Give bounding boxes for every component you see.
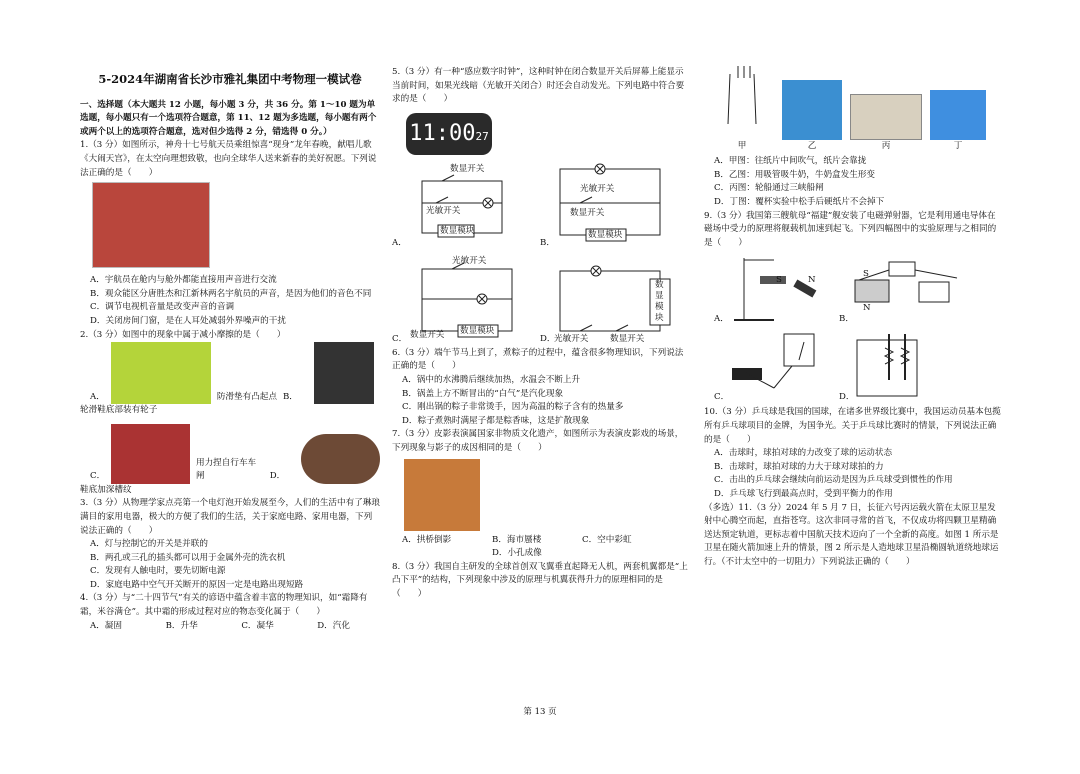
q7-option-c: C．空中彩虹 [582,534,632,545]
q9-rail-circuit-diagram [839,250,964,328]
q6-option-c: C．刚出锅的粽子非常烫手，因为高温的粽子含有的热量多 [402,402,624,413]
q5-b-light-switch-label: 光敏开关 [580,183,615,194]
q9-option-d: D． [839,391,855,402]
q4-option-c: C．凝华 [241,620,274,631]
q5-option-a: A． [392,238,407,249]
q4-option-d: D．汽化 [317,620,350,631]
q5-b-module-label: 数显模块 [588,229,623,240]
q5-d-module-char2: 显 [655,290,664,301]
q9-fig-b [839,250,964,328]
q5-d-module-char1: 数 [655,279,664,290]
q8-figures [710,64,1004,153]
q4-option-b: B．升华 [165,620,198,631]
q4-stem: 4.（3 分）与“二十四节气”有关的谚语中蕴含着丰富的物理知识，如“霜降有霜，米谷满仓”。其中霜的形成过程对应的物态变化属于（ ） [80,593,368,618]
q6-option-d: D．粽子煮熟时满屋子都是粽香味，这是扩散现象 [402,415,590,426]
q9-stem: 9.（3 分）我国第三艘航母“福建”舰安装了电磁弹射器，它是利用通电导体在磁场中受力的原理将舰载机加速到起飞。下列四幅图中的实验原理与之相同的是（ ） [704,210,997,248]
q2-bike-brake-image [111,424,190,484]
q9-option-b: B． [839,313,854,324]
q8-stem: 8.（3 分）我国自主研发的全球首创双飞翼垂直起降无人机，两套机翼都是“上凸下平”的结构，下列现象中涉及的原理与机翼获得升力的原理相同的是（ ） [392,561,688,599]
q5-circuit-a [392,159,540,251]
q8-ship-lock-image [850,94,922,140]
q10-option-d: D．乒乓球飞行到最高点时，受到平衡力的作用 [714,488,893,499]
q2-antislip-mat-image [111,342,211,404]
q9-galvanometer-diagram [714,328,839,406]
q2-option-d-text: 鞋底加深槽纹 [80,484,132,495]
q5-d-display-switch-label: 数显开关 [610,333,645,344]
q8-fig-label-yi: 乙 [807,140,817,151]
q9-a-n-pole: N [808,275,816,286]
q6-option-a: A．锅中的水沸腾后继续加热，水温会不断上升 [402,374,581,385]
q5-circuit-b [540,159,688,251]
q7-stem: 7.（3 分）皮影表演属国家非物质文化遗产，如图所示为表演皮影戏的场景，下列现象与影子的成因相同的是（ ） [392,429,684,453]
q5-clock-seconds: 27 [475,129,489,143]
page-footer: 第 13 页 [523,707,557,717]
q5-d-module-char4: 块 [655,312,664,323]
q7-option-d: D．小孔成像 [492,548,542,559]
q1-option-a: A．宇航员在舱内与舱外都能直接用声音进行交流 [90,275,277,286]
q8-milk-carton-image [782,80,842,140]
q9-electromagnet-diagram [839,328,964,406]
q5-circuit-options [392,159,690,347]
q10-stem: 10.（3 分）乒乓球是我国的国球，在诸多世界级比赛中，我国运动员基本包揽所有乒乓球项目的金牌，为国争光。关于乒乓球比赛时的情景，下列说法正确的是（ ） [704,407,1001,445]
q1-stem: 1.（3 分）如图所示，神舟十七号航天员乘组惊喜“现身”龙年春晚，献唱儿歌《大闹天宫》，在太空向理想致敬，也向全球华人送来新春的美好祝愿。下列说法正确的是（ ） [80,140,377,178]
q3-option-a: A．灯与控制它的开关是并联的 [90,539,208,550]
q10-option-a: A．击球时，球拍对球的力改变了球的运动状态 [714,448,893,459]
q5-option-c: C． [392,334,408,345]
q2-option-c-label: C． [90,471,106,482]
q7-option-b: B．海市蜃楼 [492,534,542,545]
q5-a-display-switch-label: 数显开关 [450,163,485,174]
q9-figures [704,250,964,406]
q7-shadow-puppet-image [404,459,480,531]
q5-c-light-switch-label: 光敏开关 [452,255,487,266]
q9-b-n-pole: N [863,303,871,314]
q5-d-light-switch-label: 光敏开关 [554,333,589,344]
column-middle [392,66,690,602]
q3-stem: 3.（3 分）从物理学家点亮第一个电灯泡开始发展至今，人们的生活中有了琳琅满目的家用电器，极大的方便了我们的生活，关于家庭电路、家用电器，下列说法正确的（ ） [80,498,380,536]
q5-digital-clock [406,113,492,155]
q7-option-a: A．拱桥倒影 [402,534,452,545]
q5-c-display-switch-label: 数显开关 [410,329,445,340]
q2-option-a-label: A． [90,391,105,402]
q8-fig-label-bing: 丙 [881,140,891,151]
q9-b-s-pole: S [863,269,869,280]
q8-fig-label-ding: 丁 [953,140,963,151]
q5-d-module-char3: 模 [655,301,664,312]
q5-stem: 5.（3 分）有一种“感应数字时钟”，这种时钟在闭合数显开关后屏幕上能显示当前时间，如果光线暗（光敏开关闭合）时还会自动发光。下列电路中符合要求的是（ ） [392,67,685,105]
q2-option-d-label: D． [269,471,286,482]
q2-option-b-text: 轮滑鞋底部装有轮子 [80,405,158,416]
q2-roller-skate-image [314,342,374,404]
q5-a-light-switch-label: 光敏开关 [426,205,461,216]
q5-option-b: B． [540,238,555,249]
q4-option-a: A．凝固 [90,620,122,631]
q2-option-b-label: B． [282,391,298,402]
q1-option-b: B．观众能区分唐胜杰和江新林两名宇航员的声音，是因为他们的音色不同 [90,288,372,299]
q5-option-d: D． [540,334,556,345]
q5-c-module-label: 数显模块 [460,325,495,336]
column-right [704,70,1004,569]
q6-stem: 6.（3 分）端午节马上到了，煮粽子的过程中，蕴含很多物理知识，下列说法正确的是（ ） [392,347,684,372]
q8-option-b: B．乙图：用吸管吸牛奶，牛奶盒发生形变 [714,169,876,180]
q9-fig-a [714,250,839,328]
q9-option-c: C． [714,391,730,402]
page-title: 5-2024年湖南省长沙市雅礼集团中考物理一模试卷 [98,72,362,86]
q4-options [80,620,380,634]
q9-a-s-pole: S [776,275,782,286]
q10-option-c: C．击出的乒乓球会继续向前运动是因为乒乓球受到惯性的作用 [714,475,953,486]
q10-option-b: B．击球时，球拍对球的力大于球对球拍的力 [714,461,884,472]
q2-option-a-text: 防滑垫有凸起点 [216,391,277,402]
q1-option-c: C．调节电视机音量是改变声音的音调 [90,302,235,313]
q8-option-c: C．丙图：轮船通过三峡船闸 [714,183,824,194]
q8-paper-blowing-diagram [710,64,774,134]
q3-option-d: D．家庭电路中空气开关断开的原因一定是电路出现短路 [90,579,304,590]
q8-option-d: D．丁图：覆杯实验中松手后硬纸片不会掉下 [714,196,885,207]
section-heading: 一、选择题（本大题共 12 小题，每小题 3 分，共 36 分。第 1～10 题为单选题，每小题只有一个选项符合题意，第 11、12 题为多选题，每小题有两个或两个以上的选项符合题意，选对但少选得 2 分，错选得 0 分。） [80,99,377,137]
q9-fig-d [839,328,964,406]
q9-option-a: A． [714,313,729,324]
q2-stem: 2.（3 分）如图中的现象中属于减小摩擦的是（ ） [80,329,286,340]
q3-option-c: C．发现有人触电时，要先切断电源 [90,566,226,577]
q2-option-c-text: 用力捏自行车车闸 [195,457,257,482]
q9-magnet-stand-diagram [714,250,839,328]
q5-clock-time: 11:00 [409,120,476,146]
q2-shoe-sole-image [301,434,380,484]
q1-astronaut-photo [92,182,210,268]
q11-stem: （多选）11.（3 分）2024 年 5 月 7 日，长征六号丙运载火箭在太原卫星发射中心腾空而起，直指苍穹。这次非同寻常的首飞，不仅成功将四颗卫星精确送达预定轨道，更标志着中国航天技术迈向了一个全新的高度。如图 1 所示是卫星在随火箭加速上升的情景，图 2 所示是人造地球卫星沿椭圆轨道绕地球运行。（不计太空中的一切阻力）下列说法正确的（ ） [704,502,999,567]
q6-option-b: B．锅盖上方不断冒出的“白气”是汽化现象 [402,388,564,399]
q3-option-b: B．两孔或三孔的插头都可以用于金属外壳的洗衣机 [90,552,286,563]
q8-fig-label-jia: 甲 [737,140,747,151]
q8-cup-card-image [930,90,986,140]
q1-option-d: D．关闭房间门窗，是在人耳处减弱外界噪声的干扰 [90,315,286,326]
q5-circuit-c [392,255,540,347]
q5-a-module-label: 数显模块 [440,225,475,236]
q9-fig-c [714,328,839,406]
q5-b-display-switch-label: 数显开关 [570,207,605,218]
q8-option-a: A．甲图：往纸片中间吹气，纸片会靠拢 [714,156,867,167]
column-left [80,70,380,633]
q5-circuit-d [540,255,688,347]
